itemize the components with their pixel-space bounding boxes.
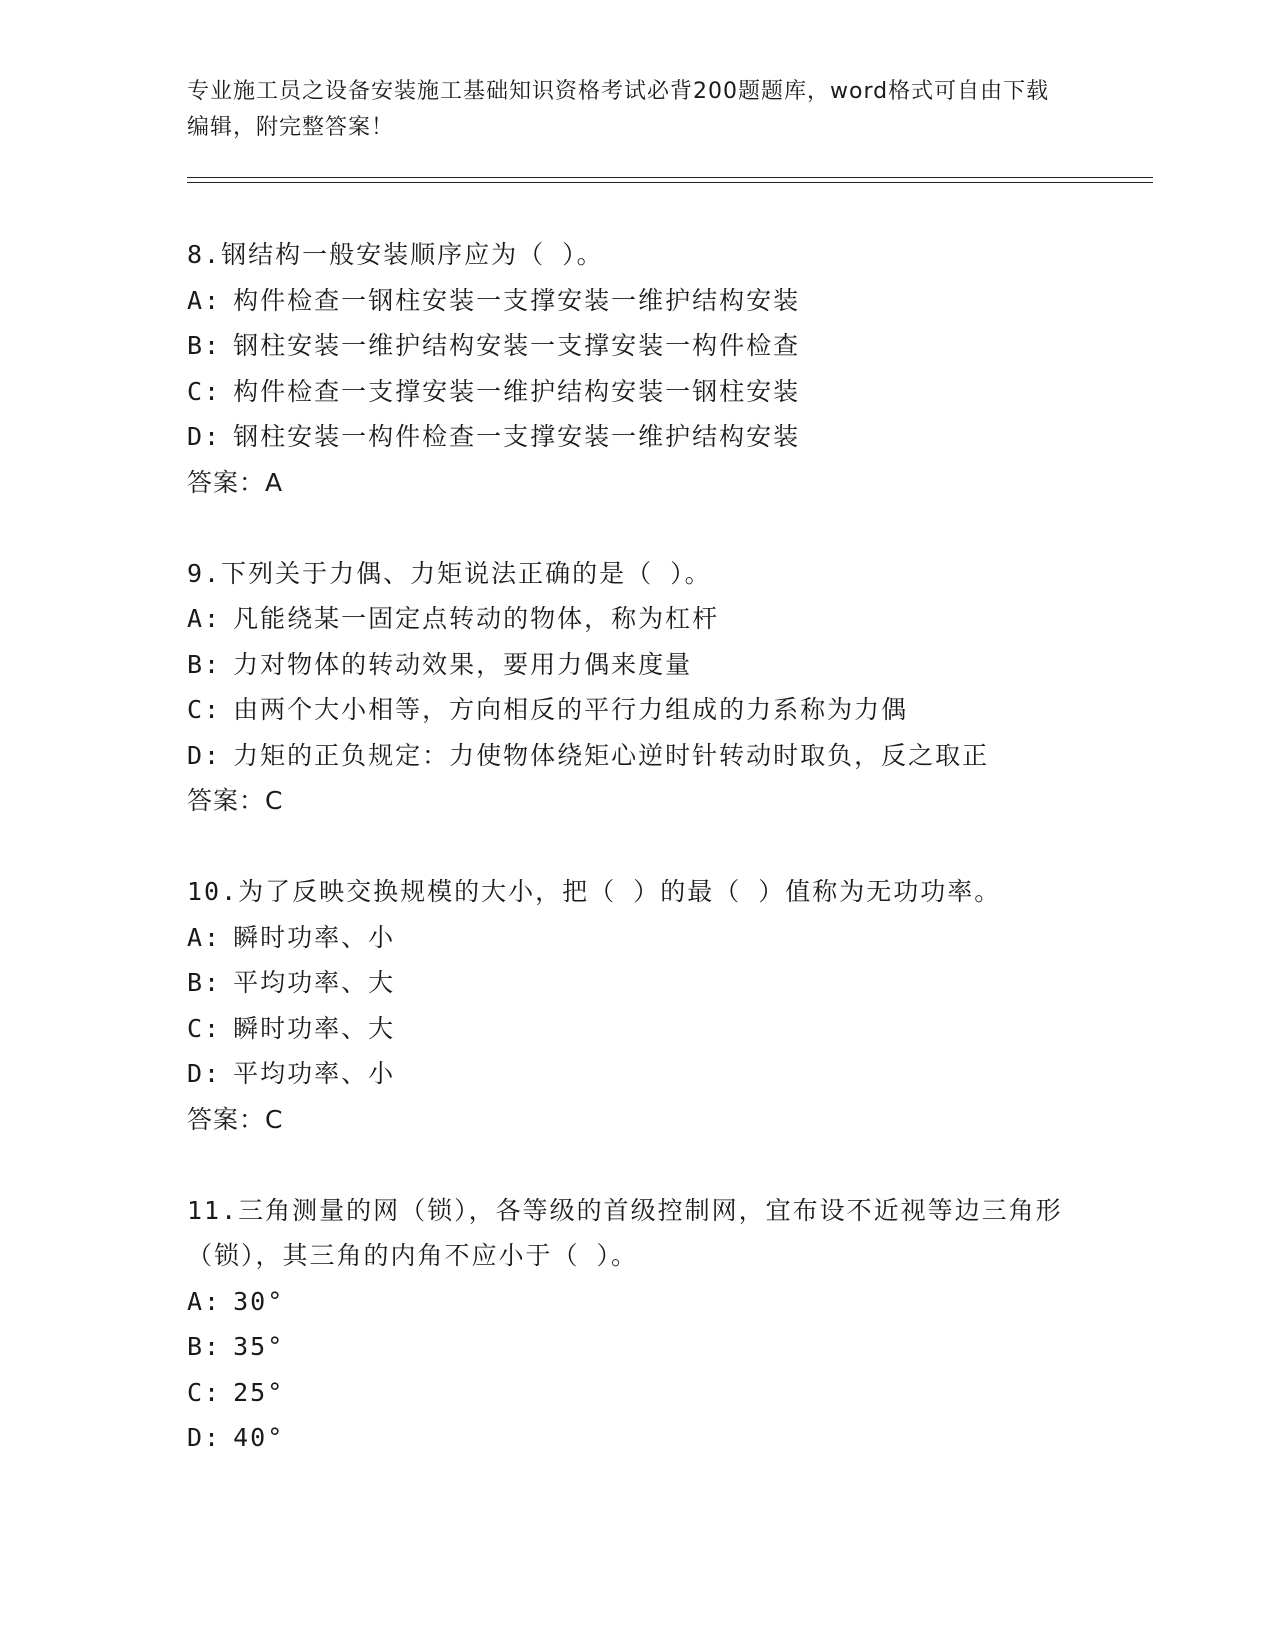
- header-rule-top: [187, 177, 1153, 178]
- option-key: C:: [187, 1377, 222, 1407]
- answer: 答案：A: [187, 467, 284, 497]
- option-text: 40°: [233, 1423, 285, 1452]
- question-10: [187, 869, 1087, 1142]
- option-key: B:: [187, 649, 222, 679]
- option-text: 平均功率、大: [233, 968, 396, 997]
- question-stem: 9.下列关于力偶、力矩说法正确的是（ ）。: [187, 558, 712, 588]
- option-c: [187, 687, 1087, 733]
- option-text: 构件检查一钢柱安装一支撑安装一维护结构安装: [233, 285, 801, 315]
- option-b: [187, 960, 1087, 1006]
- option-key: A:: [187, 1286, 222, 1316]
- option-key: D:: [187, 740, 222, 770]
- question-list: [187, 232, 1087, 1461]
- option-text: 凡能绕某一固定点转动的物体，称为杠杆: [233, 604, 720, 633]
- option-key: B:: [187, 331, 222, 360]
- option-text: 构件检查一支撑安装一维护结构安装一钢柱安装: [233, 376, 801, 406]
- option-text: 平均功率、小: [233, 1059, 396, 1088]
- option-c: [187, 1006, 1087, 1052]
- option-key: A:: [187, 604, 222, 633]
- option-text: 瞬时功率、大: [233, 1013, 396, 1043]
- option-a: [187, 915, 1087, 961]
- option-key: C:: [187, 1013, 222, 1043]
- option-text: 由两个大小相等，方向相反的平行力组成的力系称为力偶: [233, 695, 909, 724]
- option-a: [187, 596, 1087, 642]
- answer: 答案：C: [187, 786, 284, 815]
- question-11: [187, 1188, 1087, 1461]
- question-9: [187, 551, 1087, 824]
- option-b: [187, 1324, 1087, 1370]
- option-text: 钢柱安装一构件检查一支撑安装一维护结构安装: [233, 422, 801, 451]
- option-text: 力对物体的转动效果，要用力偶来度量: [233, 649, 693, 679]
- option-key: A:: [187, 285, 222, 315]
- page-header: [187, 74, 1067, 146]
- question-stem: 8.钢结构一般安装顺序应为（ ）。: [187, 240, 604, 269]
- option-text: 25°: [233, 1377, 285, 1407]
- option-text: 瞬时功率、小: [233, 922, 396, 952]
- option-text: 钢柱安装一维护结构安装一支撑安装一构件检查: [233, 331, 801, 360]
- option-b: [187, 642, 1087, 688]
- option-c: [187, 1370, 1087, 1416]
- option-key: D:: [187, 422, 222, 451]
- option-text: 力矩的正负规定：力使物体绕矩心逆时针转动时取负，反之取正: [233, 740, 990, 770]
- option-b: [187, 323, 1087, 369]
- option-key: B:: [187, 968, 222, 997]
- option-c: [187, 369, 1087, 415]
- option-key: A:: [187, 922, 222, 952]
- question-8: [187, 232, 1087, 505]
- spacer: [187, 824, 1087, 870]
- question-stem: 10.为了反映交换规模的大小，把（ ）的最（ ）值称为无功功率。: [187, 877, 1002, 906]
- option-text: 35°: [233, 1332, 285, 1361]
- option-d: [187, 1415, 1087, 1461]
- answer: 答案：C: [187, 1104, 284, 1134]
- spacer: [187, 505, 1087, 551]
- option-text: 30°: [233, 1286, 285, 1316]
- question-stem: 11.三角测量的网（锁），各等级的首级控制网，宜布设不近视等边三角形（锁），其三角的内角不应小于（ ）。: [187, 1195, 1063, 1270]
- option-key: C:: [187, 695, 222, 724]
- option-key: D:: [187, 1059, 222, 1088]
- header-title: 专业施工员之设备安装施工基础知识资格考试必背200题题库，word格式可自由下载编辑，附完整答案！: [187, 79, 1050, 140]
- option-key: B:: [187, 1332, 222, 1361]
- option-d: [187, 733, 1087, 779]
- option-d: [187, 414, 1087, 460]
- option-key: C:: [187, 376, 222, 406]
- option-key: D:: [187, 1423, 222, 1452]
- option-d: [187, 1051, 1087, 1097]
- spacer: [187, 1142, 1087, 1188]
- header-rule-bottom: [187, 182, 1153, 183]
- option-a: [187, 1279, 1087, 1325]
- option-a: [187, 278, 1087, 324]
